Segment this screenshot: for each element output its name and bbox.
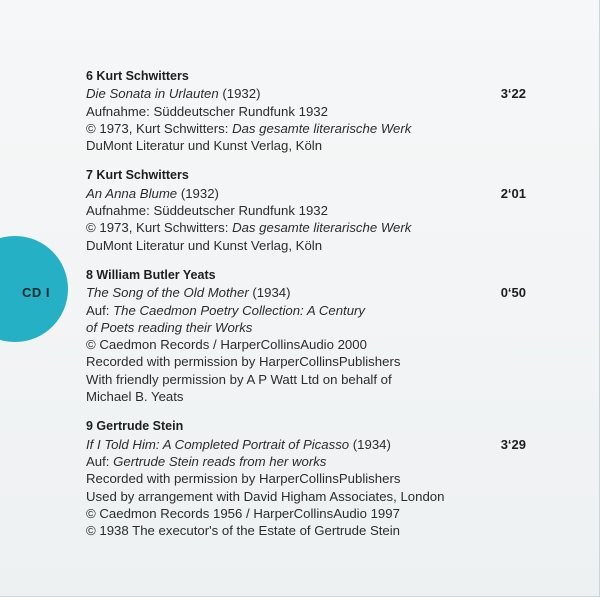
credit-italic: Gertrude Stein reads from her works [113, 453, 327, 469]
credit-text: DuMont Literatur und Kunst Verlag, Köln [86, 237, 323, 253]
credit-text: © 1938 The executor's of the Estate of Gertrude Stein [86, 523, 401, 539]
credit-prefix: Auf: [86, 302, 114, 318]
credit-italic: Das gesamte literarische Werk [232, 120, 412, 136]
track-title-line [86, 284, 526, 301]
cd-label: CD I [22, 285, 50, 300]
track-title: If I Told Him: A Completed Portrait of Picasso [86, 436, 350, 452]
track-list [86, 68, 526, 552]
track-credit-line [86, 453, 526, 470]
track-credit-line [86, 237, 526, 254]
track-credit-line [86, 319, 526, 336]
track-heading: 6 Kurt Schwitters [86, 69, 189, 83]
track-credit-line [86, 488, 526, 505]
track-credit-line [86, 505, 526, 522]
track-credit-line [86, 302, 526, 319]
track-title: An Anna Blume [86, 185, 178, 201]
track-credit-line [86, 470, 526, 487]
track-duration: 2‘01 [500, 185, 526, 201]
track-title: Die Sonata in Urlauten [86, 86, 219, 102]
track-title-line [86, 85, 526, 102]
credit-text: Recorded with permission by HarperCollinsPublishers [86, 354, 401, 370]
track-entry [86, 68, 526, 154]
track-duration: 3‘29 [500, 436, 526, 452]
credit-italic: The Caedmon Poetry Collection: A Century [113, 302, 366, 318]
track-year: (1932) [218, 86, 261, 102]
track-year: (1934) [349, 436, 391, 452]
track-title-line [86, 436, 526, 453]
credit-italic: Das gesamte literarische Werk [232, 220, 412, 236]
track-year: (1934) [248, 285, 291, 301]
credit-text: Recorded with permission by HarperCollinsPublishers [86, 471, 401, 487]
credit-prefix: © 1973, Kurt Schwitters: [86, 120, 233, 136]
track-credit-line [86, 120, 526, 137]
credit-text: DuMont Literatur und Kunst Verlag, Köln [86, 138, 323, 154]
credit-text: © Caedmon Records 1956 / HarperCollinsAudio 1997 [86, 505, 400, 521]
credit-text: Aufnahme: Süddeutscher Rundfunk 1932 [86, 203, 328, 219]
track-credit-line [86, 388, 526, 405]
track-credit-line [86, 202, 526, 219]
track-credit-line [86, 137, 526, 154]
track-heading: 8 William Butler Yeats [86, 267, 216, 282]
track-credit-line [86, 353, 526, 370]
track-entry [86, 267, 526, 405]
credit-text: © Caedmon Records / HarperCollinsAudio 2000 [86, 337, 367, 353]
track-entry [86, 418, 526, 539]
credit-text: Michael B. Yeats [86, 389, 184, 405]
track-duration: 3‘22 [500, 86, 526, 102]
track-heading: 7 Kurt Schwitters [86, 168, 189, 183]
track-credit-line [86, 522, 526, 539]
credit-text: With friendly permission by A P Watt Ltd on behalf of [86, 371, 392, 387]
credit-text: Used by arrangement with David Higham Associates, London [86, 488, 445, 504]
track-credit-line [86, 336, 526, 353]
track-heading: 9 Gertrude Stein [86, 419, 184, 434]
track-title: The Song of the Old Mother [86, 285, 249, 301]
track-duration: 0‘50 [500, 285, 526, 301]
credit-text: Aufnahme: Süddeutscher Rundfunk 1932 [86, 103, 328, 119]
track-credit-line [86, 371, 526, 388]
track-entry [86, 167, 526, 253]
track-year: (1932) [177, 185, 219, 201]
credit-prefix: © 1973, Kurt Schwitters: [86, 220, 233, 236]
credit-italic: of Poets reading their Works [86, 319, 253, 335]
credit-prefix: Auf: [86, 453, 114, 469]
track-title-line [86, 185, 526, 202]
track-credit-line [86, 219, 526, 236]
track-credit-line [86, 103, 526, 120]
